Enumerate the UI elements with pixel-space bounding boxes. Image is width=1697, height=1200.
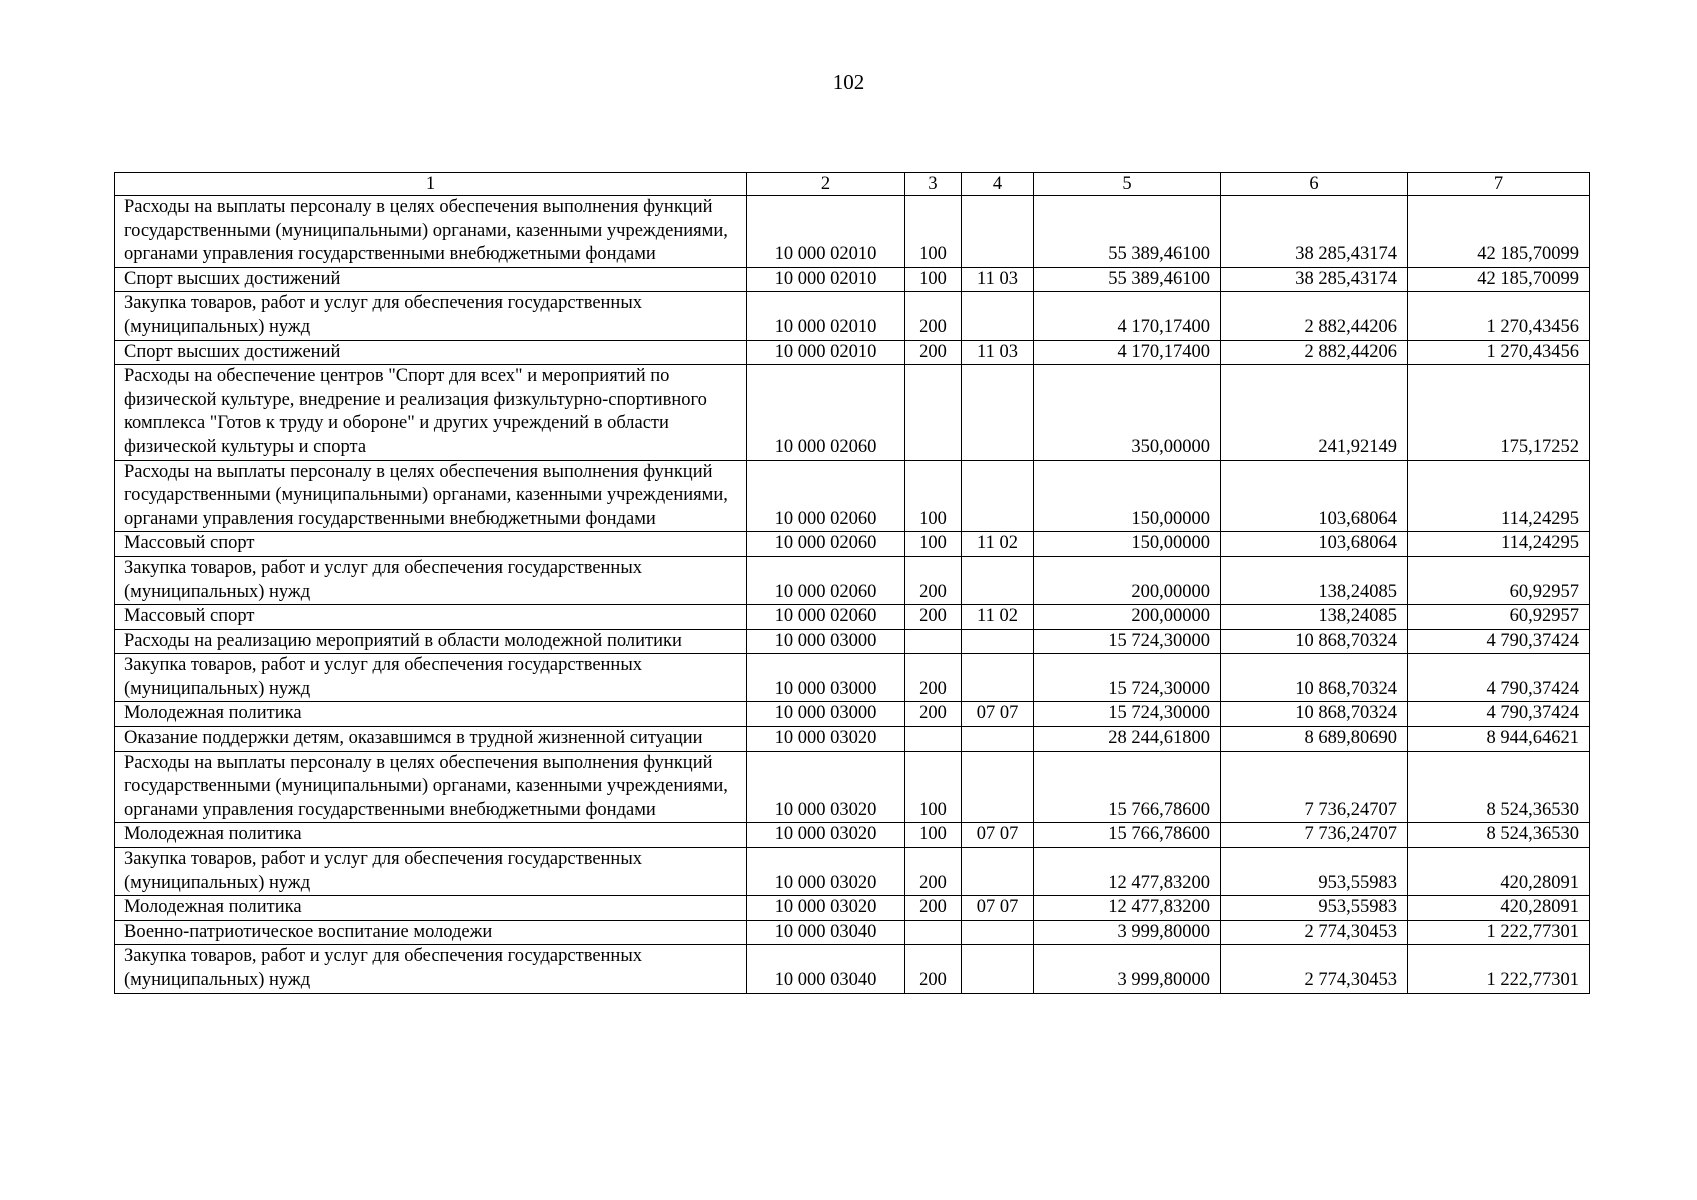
- section-code-cell: [962, 460, 1034, 532]
- table-row: [115, 920, 1590, 945]
- expense-type-cell: [905, 629, 962, 654]
- section-code-cell: [962, 196, 1034, 268]
- section-code-cell: [962, 654, 1034, 702]
- target-code-cell: 10 000 03020: [747, 751, 905, 823]
- section-code-cell: [962, 848, 1034, 896]
- table-row: [115, 945, 1590, 993]
- expense-name-cell: Расходы на обеспечение центров "Спорт для всех" и мероприятий по физической культуре, внедрение и реализация физкультурно-спортивного комплекса "Готов к труду и обороне" и других учреждений в области физической культуры и спорта: [115, 365, 747, 460]
- target-code-cell: 10 000 02010: [747, 196, 905, 268]
- expense-name-cell: Расходы на реализацию мероприятий в области молодежной политики: [115, 629, 747, 654]
- table-body: [115, 196, 1590, 994]
- expense-type-cell: [905, 365, 962, 460]
- amount-col5-cell: 28 244,61800: [1034, 727, 1221, 752]
- amount-col6-cell: 7 736,24707: [1221, 823, 1408, 848]
- expense-type-cell: 100: [905, 267, 962, 292]
- amount-col6-cell: 103,68064: [1221, 532, 1408, 557]
- column-number-header-row: [115, 173, 1590, 196]
- expense-type-cell: 200: [905, 292, 962, 340]
- section-code-cell: 11 03: [962, 340, 1034, 365]
- amount-col6-cell: 953,55983: [1221, 848, 1408, 896]
- target-code-cell: 10 000 02060: [747, 460, 905, 532]
- target-code-cell: 10 000 03020: [747, 823, 905, 848]
- column-header: 4: [962, 173, 1034, 196]
- budget-table: [114, 172, 1590, 994]
- expense-name-cell: Закупка товаров, работ и услуг для обеспечения государственных (муниципальных) нужд: [115, 945, 747, 993]
- amount-col6-cell: 2 882,44206: [1221, 292, 1408, 340]
- amount-col7-cell: 1 270,43456: [1408, 340, 1590, 365]
- section-code-cell: [962, 945, 1034, 993]
- amount-col6-cell: 8 689,80690: [1221, 727, 1408, 752]
- table-row: [115, 702, 1590, 727]
- target-code-cell: 10 000 03020: [747, 727, 905, 752]
- expense-name-cell: Закупка товаров, работ и услуг для обеспечения государственных (муниципальных) нужд: [115, 848, 747, 896]
- table-row: [115, 340, 1590, 365]
- amount-col6-cell: 138,24085: [1221, 605, 1408, 630]
- table-row: [115, 292, 1590, 340]
- expense-name-cell: Молодежная политика: [115, 896, 747, 921]
- expense-name-cell: Закупка товаров, работ и услуг для обеспечения государственных (муниципальных) нужд: [115, 292, 747, 340]
- expense-name-cell: Расходы на выплаты персоналу в целях обеспечения выполнения функций государственными (муниципальными) органами, казенными учреждениями, органами управления государственными внебюджетными фондами: [115, 196, 747, 268]
- amount-col5-cell: 55 389,46100: [1034, 196, 1221, 268]
- expense-name-cell: Спорт высших достижений: [115, 340, 747, 365]
- column-header: 5: [1034, 173, 1221, 196]
- section-code-cell: [962, 727, 1034, 752]
- amount-col6-cell: 953,55983: [1221, 896, 1408, 921]
- target-code-cell: 10 000 02060: [747, 365, 905, 460]
- section-code-cell: 07 07: [962, 702, 1034, 727]
- amount-col5-cell: 12 477,83200: [1034, 848, 1221, 896]
- section-code-cell: 11 02: [962, 532, 1034, 557]
- amount-col6-cell: 38 285,43174: [1221, 267, 1408, 292]
- amount-col5-cell: 350,00000: [1034, 365, 1221, 460]
- column-header: 2: [747, 173, 905, 196]
- target-code-cell: 10 000 03000: [747, 654, 905, 702]
- amount-col5-cell: 200,00000: [1034, 605, 1221, 630]
- section-code-cell: 11 02: [962, 605, 1034, 630]
- target-code-cell: 10 000 03040: [747, 945, 905, 993]
- amount-col5-cell: 12 477,83200: [1034, 896, 1221, 921]
- expense-name-cell: Оказание поддержки детям, оказавшимся в трудной жизненной ситуации: [115, 727, 747, 752]
- amount-col5-cell: 55 389,46100: [1034, 267, 1221, 292]
- amount-col5-cell: 150,00000: [1034, 532, 1221, 557]
- amount-col6-cell: 10 868,70324: [1221, 654, 1408, 702]
- section-code-cell: 11 03: [962, 267, 1034, 292]
- column-header: 3: [905, 173, 962, 196]
- expense-name-cell: Военно-патриотическое воспитание молодежи: [115, 920, 747, 945]
- amount-col5-cell: 150,00000: [1034, 460, 1221, 532]
- amount-col7-cell: 1 222,77301: [1408, 945, 1590, 993]
- amount-col7-cell: 4 790,37424: [1408, 702, 1590, 727]
- expense-type-cell: 200: [905, 605, 962, 630]
- amount-col7-cell: 4 790,37424: [1408, 629, 1590, 654]
- amount-col7-cell: 114,24295: [1408, 460, 1590, 532]
- expense-name-cell: Закупка товаров, работ и услуг для обеспечения государственных (муниципальных) нужд: [115, 556, 747, 604]
- amount-col6-cell: 38 285,43174: [1221, 196, 1408, 268]
- target-code-cell: 10 000 03020: [747, 896, 905, 921]
- expense-name-cell: Массовый спорт: [115, 605, 747, 630]
- amount-col5-cell: 15 766,78600: [1034, 751, 1221, 823]
- expense-type-cell: 200: [905, 654, 962, 702]
- table-row: [115, 727, 1590, 752]
- table-row: [115, 365, 1590, 460]
- amount-col7-cell: 42 185,70099: [1408, 267, 1590, 292]
- expense-name-cell: Молодежная политика: [115, 702, 747, 727]
- expense-name-cell: Расходы на выплаты персоналу в целях обеспечения выполнения функций государственными (муниципальными) органами, казенными учреждениями, органами управления государственными внебюджетными фондами: [115, 460, 747, 532]
- expense-type-cell: 100: [905, 751, 962, 823]
- expense-type-cell: 200: [905, 848, 962, 896]
- amount-col7-cell: 8 524,36530: [1408, 751, 1590, 823]
- amount-col6-cell: 241,92149: [1221, 365, 1408, 460]
- amount-col6-cell: 103,68064: [1221, 460, 1408, 532]
- section-code-cell: [962, 629, 1034, 654]
- target-code-cell: 10 000 03040: [747, 920, 905, 945]
- amount-col7-cell: 1 222,77301: [1408, 920, 1590, 945]
- expense-name-cell: Массовый спорт: [115, 532, 747, 557]
- table-row: [115, 896, 1590, 921]
- expense-type-cell: 200: [905, 340, 962, 365]
- section-code-cell: [962, 556, 1034, 604]
- amount-col5-cell: 15 766,78600: [1034, 823, 1221, 848]
- amount-col5-cell: 15 724,30000: [1034, 654, 1221, 702]
- expense-name-cell: Расходы на выплаты персоналу в целях обеспечения выполнения функций государственными (муниципальными) органами, казенными учреждениями, органами управления государственными внебюджетными фондами: [115, 751, 747, 823]
- target-code-cell: 10 000 02060: [747, 532, 905, 557]
- amount-col7-cell: 420,28091: [1408, 848, 1590, 896]
- expense-type-cell: 200: [905, 896, 962, 921]
- amount-col6-cell: 138,24085: [1221, 556, 1408, 604]
- section-code-cell: [962, 751, 1034, 823]
- amount-col6-cell: 10 868,70324: [1221, 629, 1408, 654]
- amount-col7-cell: 420,28091: [1408, 896, 1590, 921]
- table-row: [115, 629, 1590, 654]
- amount-col6-cell: 7 736,24707: [1221, 751, 1408, 823]
- amount-col6-cell: 2 882,44206: [1221, 340, 1408, 365]
- table-row: [115, 460, 1590, 532]
- section-code-cell: [962, 292, 1034, 340]
- section-code-cell: 07 07: [962, 823, 1034, 848]
- table-row: [115, 556, 1590, 604]
- target-code-cell: 10 000 03000: [747, 629, 905, 654]
- table-row: [115, 848, 1590, 896]
- amount-col7-cell: 4 790,37424: [1408, 654, 1590, 702]
- section-code-cell: [962, 920, 1034, 945]
- amount-col5-cell: 3 999,80000: [1034, 920, 1221, 945]
- section-code-cell: 07 07: [962, 896, 1034, 921]
- table-row: [115, 654, 1590, 702]
- expense-type-cell: [905, 727, 962, 752]
- target-code-cell: 10 000 02060: [747, 556, 905, 604]
- amount-col7-cell: 42 185,70099: [1408, 196, 1590, 268]
- amount-col6-cell: 2 774,30453: [1221, 920, 1408, 945]
- expense-type-cell: 200: [905, 945, 962, 993]
- table-row: [115, 532, 1590, 557]
- table-row: [115, 267, 1590, 292]
- table-row: [115, 751, 1590, 823]
- amount-col5-cell: 15 724,30000: [1034, 702, 1221, 727]
- amount-col7-cell: 1 270,43456: [1408, 292, 1590, 340]
- expense-type-cell: 100: [905, 823, 962, 848]
- amount-col5-cell: 15 724,30000: [1034, 629, 1221, 654]
- expense-type-cell: [905, 920, 962, 945]
- amount-col7-cell: 60,92957: [1408, 556, 1590, 604]
- amount-col5-cell: 3 999,80000: [1034, 945, 1221, 993]
- amount-col7-cell: 8 524,36530: [1408, 823, 1590, 848]
- expense-type-cell: 200: [905, 702, 962, 727]
- amount-col7-cell: 175,17252: [1408, 365, 1590, 460]
- amount-col7-cell: 60,92957: [1408, 605, 1590, 630]
- column-header: 7: [1408, 173, 1590, 196]
- expense-name-cell: Закупка товаров, работ и услуг для обеспечения государственных (муниципальных) нужд: [115, 654, 747, 702]
- column-header: 1: [115, 173, 747, 196]
- expense-type-cell: 200: [905, 556, 962, 604]
- target-code-cell: 10 000 02060: [747, 605, 905, 630]
- target-code-cell: 10 000 03020: [747, 848, 905, 896]
- amount-col7-cell: 8 944,64621: [1408, 727, 1590, 752]
- budget-table-container: [114, 172, 1589, 994]
- target-code-cell: 10 000 02010: [747, 340, 905, 365]
- column-header: 6: [1221, 173, 1408, 196]
- amount-col6-cell: 2 774,30453: [1221, 945, 1408, 993]
- page-number: 102: [832, 70, 865, 94]
- expense-type-cell: 100: [905, 460, 962, 532]
- target-code-cell: 10 000 03000: [747, 702, 905, 727]
- table-row: [115, 605, 1590, 630]
- table-row: [115, 823, 1590, 848]
- amount-col5-cell: 4 170,17400: [1034, 340, 1221, 365]
- target-code-cell: 10 000 02010: [747, 267, 905, 292]
- amount-col5-cell: 200,00000: [1034, 556, 1221, 604]
- amount-col6-cell: 10 868,70324: [1221, 702, 1408, 727]
- target-code-cell: 10 000 02010: [747, 292, 905, 340]
- amount-col7-cell: 114,24295: [1408, 532, 1590, 557]
- table-row: [115, 196, 1590, 268]
- expense-name-cell: Молодежная политика: [115, 823, 747, 848]
- expense-name-cell: Спорт высших достижений: [115, 267, 747, 292]
- amount-col5-cell: 4 170,17400: [1034, 292, 1221, 340]
- section-code-cell: [962, 365, 1034, 460]
- expense-type-cell: 100: [905, 196, 962, 268]
- expense-type-cell: 100: [905, 532, 962, 557]
